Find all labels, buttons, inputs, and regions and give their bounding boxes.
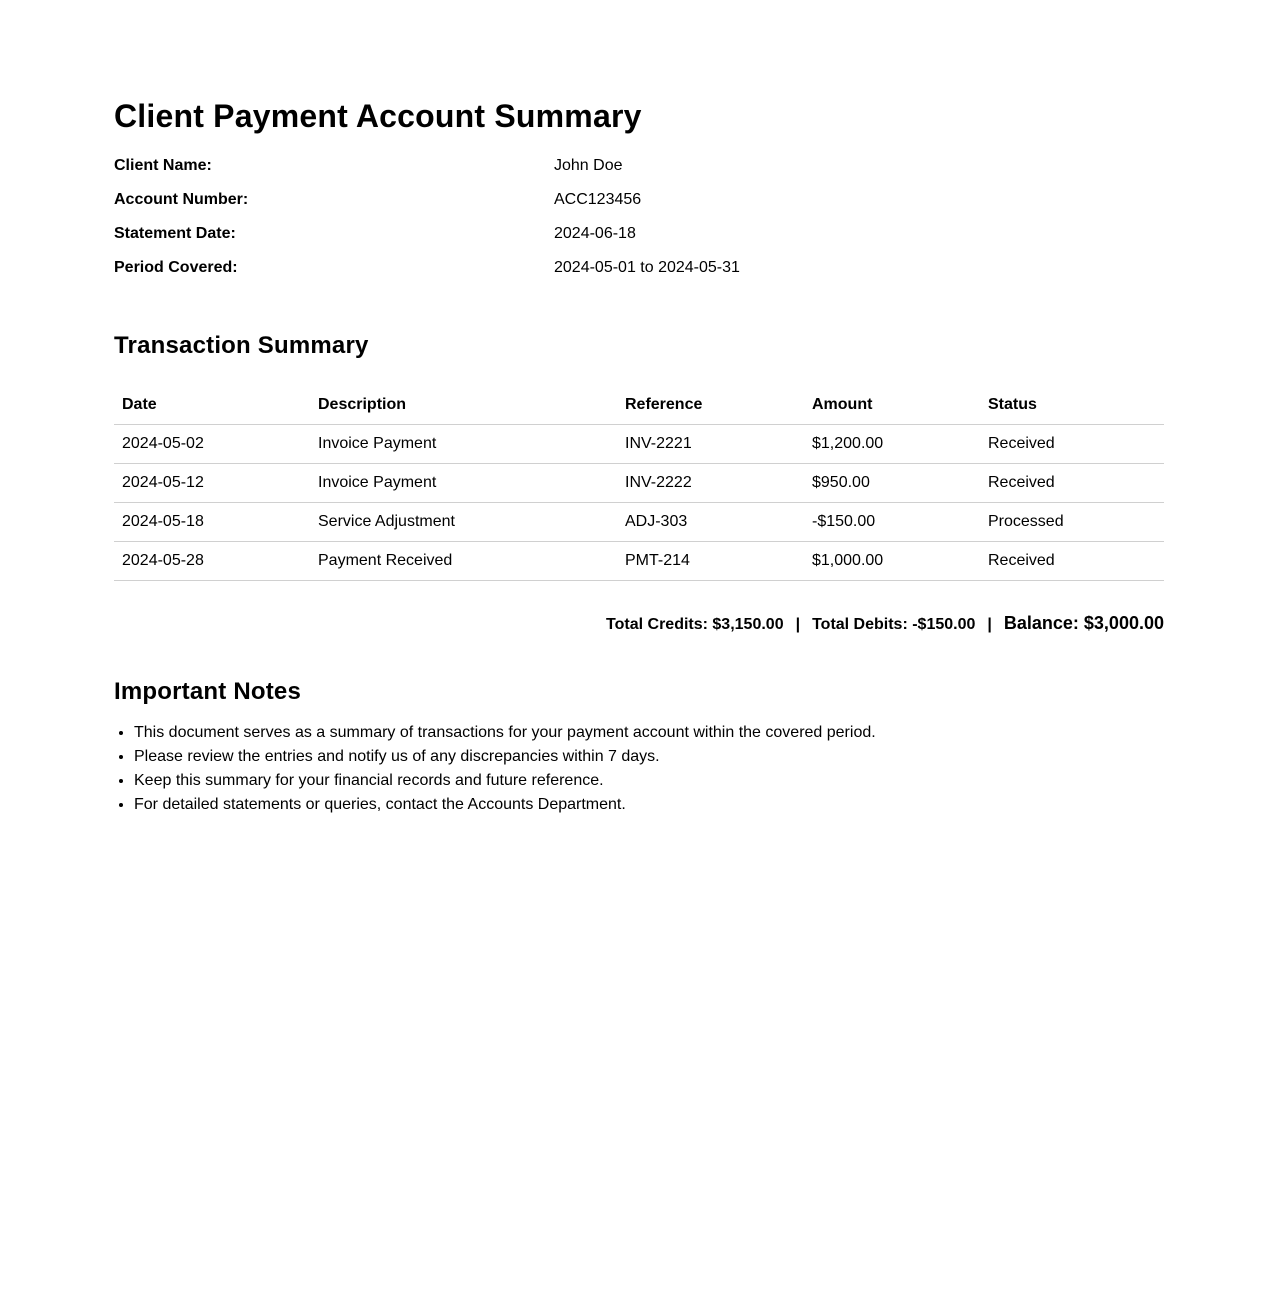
statement-page xyxy=(114,96,1164,817)
cell-amount: $950.00 xyxy=(804,464,980,503)
page-title: Client Payment Account Summary xyxy=(114,98,642,134)
cell-status: Received xyxy=(980,542,1164,581)
cell-date: 2024-05-28 xyxy=(114,542,310,581)
cell-date: 2024-05-18 xyxy=(114,503,310,542)
table-row xyxy=(114,464,1164,503)
balance-total: Balance: $3,000.00 xyxy=(1003,613,1164,633)
cell-amount: -$150.00 xyxy=(804,503,980,542)
cell-reference: INV-2222 xyxy=(617,464,804,503)
notes-section xyxy=(114,677,1164,817)
list-item: • Keep this summary for your financial records and future reference. xyxy=(134,769,1164,793)
transaction-table xyxy=(114,386,1164,581)
total-credits: Total Credits: $3,150.00 xyxy=(606,616,784,633)
cell-status: Processed xyxy=(980,503,1164,542)
transaction-heading: Transaction Summary xyxy=(114,332,369,359)
table-row xyxy=(114,425,1164,464)
column-header-description: Description xyxy=(310,386,617,425)
column-header-reference: Reference xyxy=(617,386,804,425)
list-item: • This document serves as a summary of transactions for your payment account within the covered period. xyxy=(134,721,1164,745)
cell-description: Service Adjustment xyxy=(310,503,617,542)
cell-reference: PMT-214 xyxy=(617,542,804,581)
column-header-status: Status xyxy=(980,386,1164,425)
info-row-account-number xyxy=(114,191,1164,225)
cell-description: Payment Received xyxy=(310,542,617,581)
info-value: ACC123456 xyxy=(554,191,642,208)
cell-status: Received xyxy=(980,425,1164,464)
list-item: • Please review the entries and notify us of any discrepancies within 7 days. xyxy=(134,745,1164,769)
table-row xyxy=(114,503,1164,542)
info-label: Period Covered: xyxy=(114,259,238,276)
info-value: 2024-05-01 to 2024-05-31 xyxy=(554,259,740,276)
info-row-period-covered xyxy=(114,259,1164,293)
info-value: John Doe xyxy=(554,157,623,174)
cell-date: 2024-05-12 xyxy=(114,464,310,503)
cell-amount: $1,200.00 xyxy=(804,425,980,464)
cell-description: Invoice Payment xyxy=(310,425,617,464)
transaction-section xyxy=(114,331,1164,635)
info-label: Client Name: xyxy=(114,157,212,174)
totals-line xyxy=(114,613,1164,635)
notes-list xyxy=(114,721,1164,817)
info-value: 2024-06-18 xyxy=(554,225,636,242)
table-header-row xyxy=(114,386,1164,425)
list-item: • For detailed statements or queries, contact the Accounts Department. xyxy=(134,793,1164,817)
info-label: Statement Date: xyxy=(114,225,236,242)
totals-separator: | xyxy=(795,616,801,633)
cell-description: Invoice Payment xyxy=(310,464,617,503)
column-header-amount: Amount xyxy=(804,386,980,425)
info-row-client-name xyxy=(114,157,1164,191)
cell-status: Received xyxy=(980,464,1164,503)
info-row-statement-date xyxy=(114,225,1164,259)
cell-reference: ADJ-303 xyxy=(617,503,804,542)
totals-separator: | xyxy=(987,616,992,633)
column-header-date: Date xyxy=(114,386,310,425)
client-info xyxy=(114,157,1164,293)
notes-heading: Important Notes xyxy=(114,678,302,705)
total-debits: Total Debits: -$150.00 xyxy=(812,616,976,633)
cell-reference: INV-2221 xyxy=(617,425,804,464)
cell-amount: $1,000.00 xyxy=(804,542,980,581)
info-label: Account Number: xyxy=(114,191,249,208)
cell-date: 2024-05-02 xyxy=(114,425,310,464)
table-row xyxy=(114,542,1164,581)
